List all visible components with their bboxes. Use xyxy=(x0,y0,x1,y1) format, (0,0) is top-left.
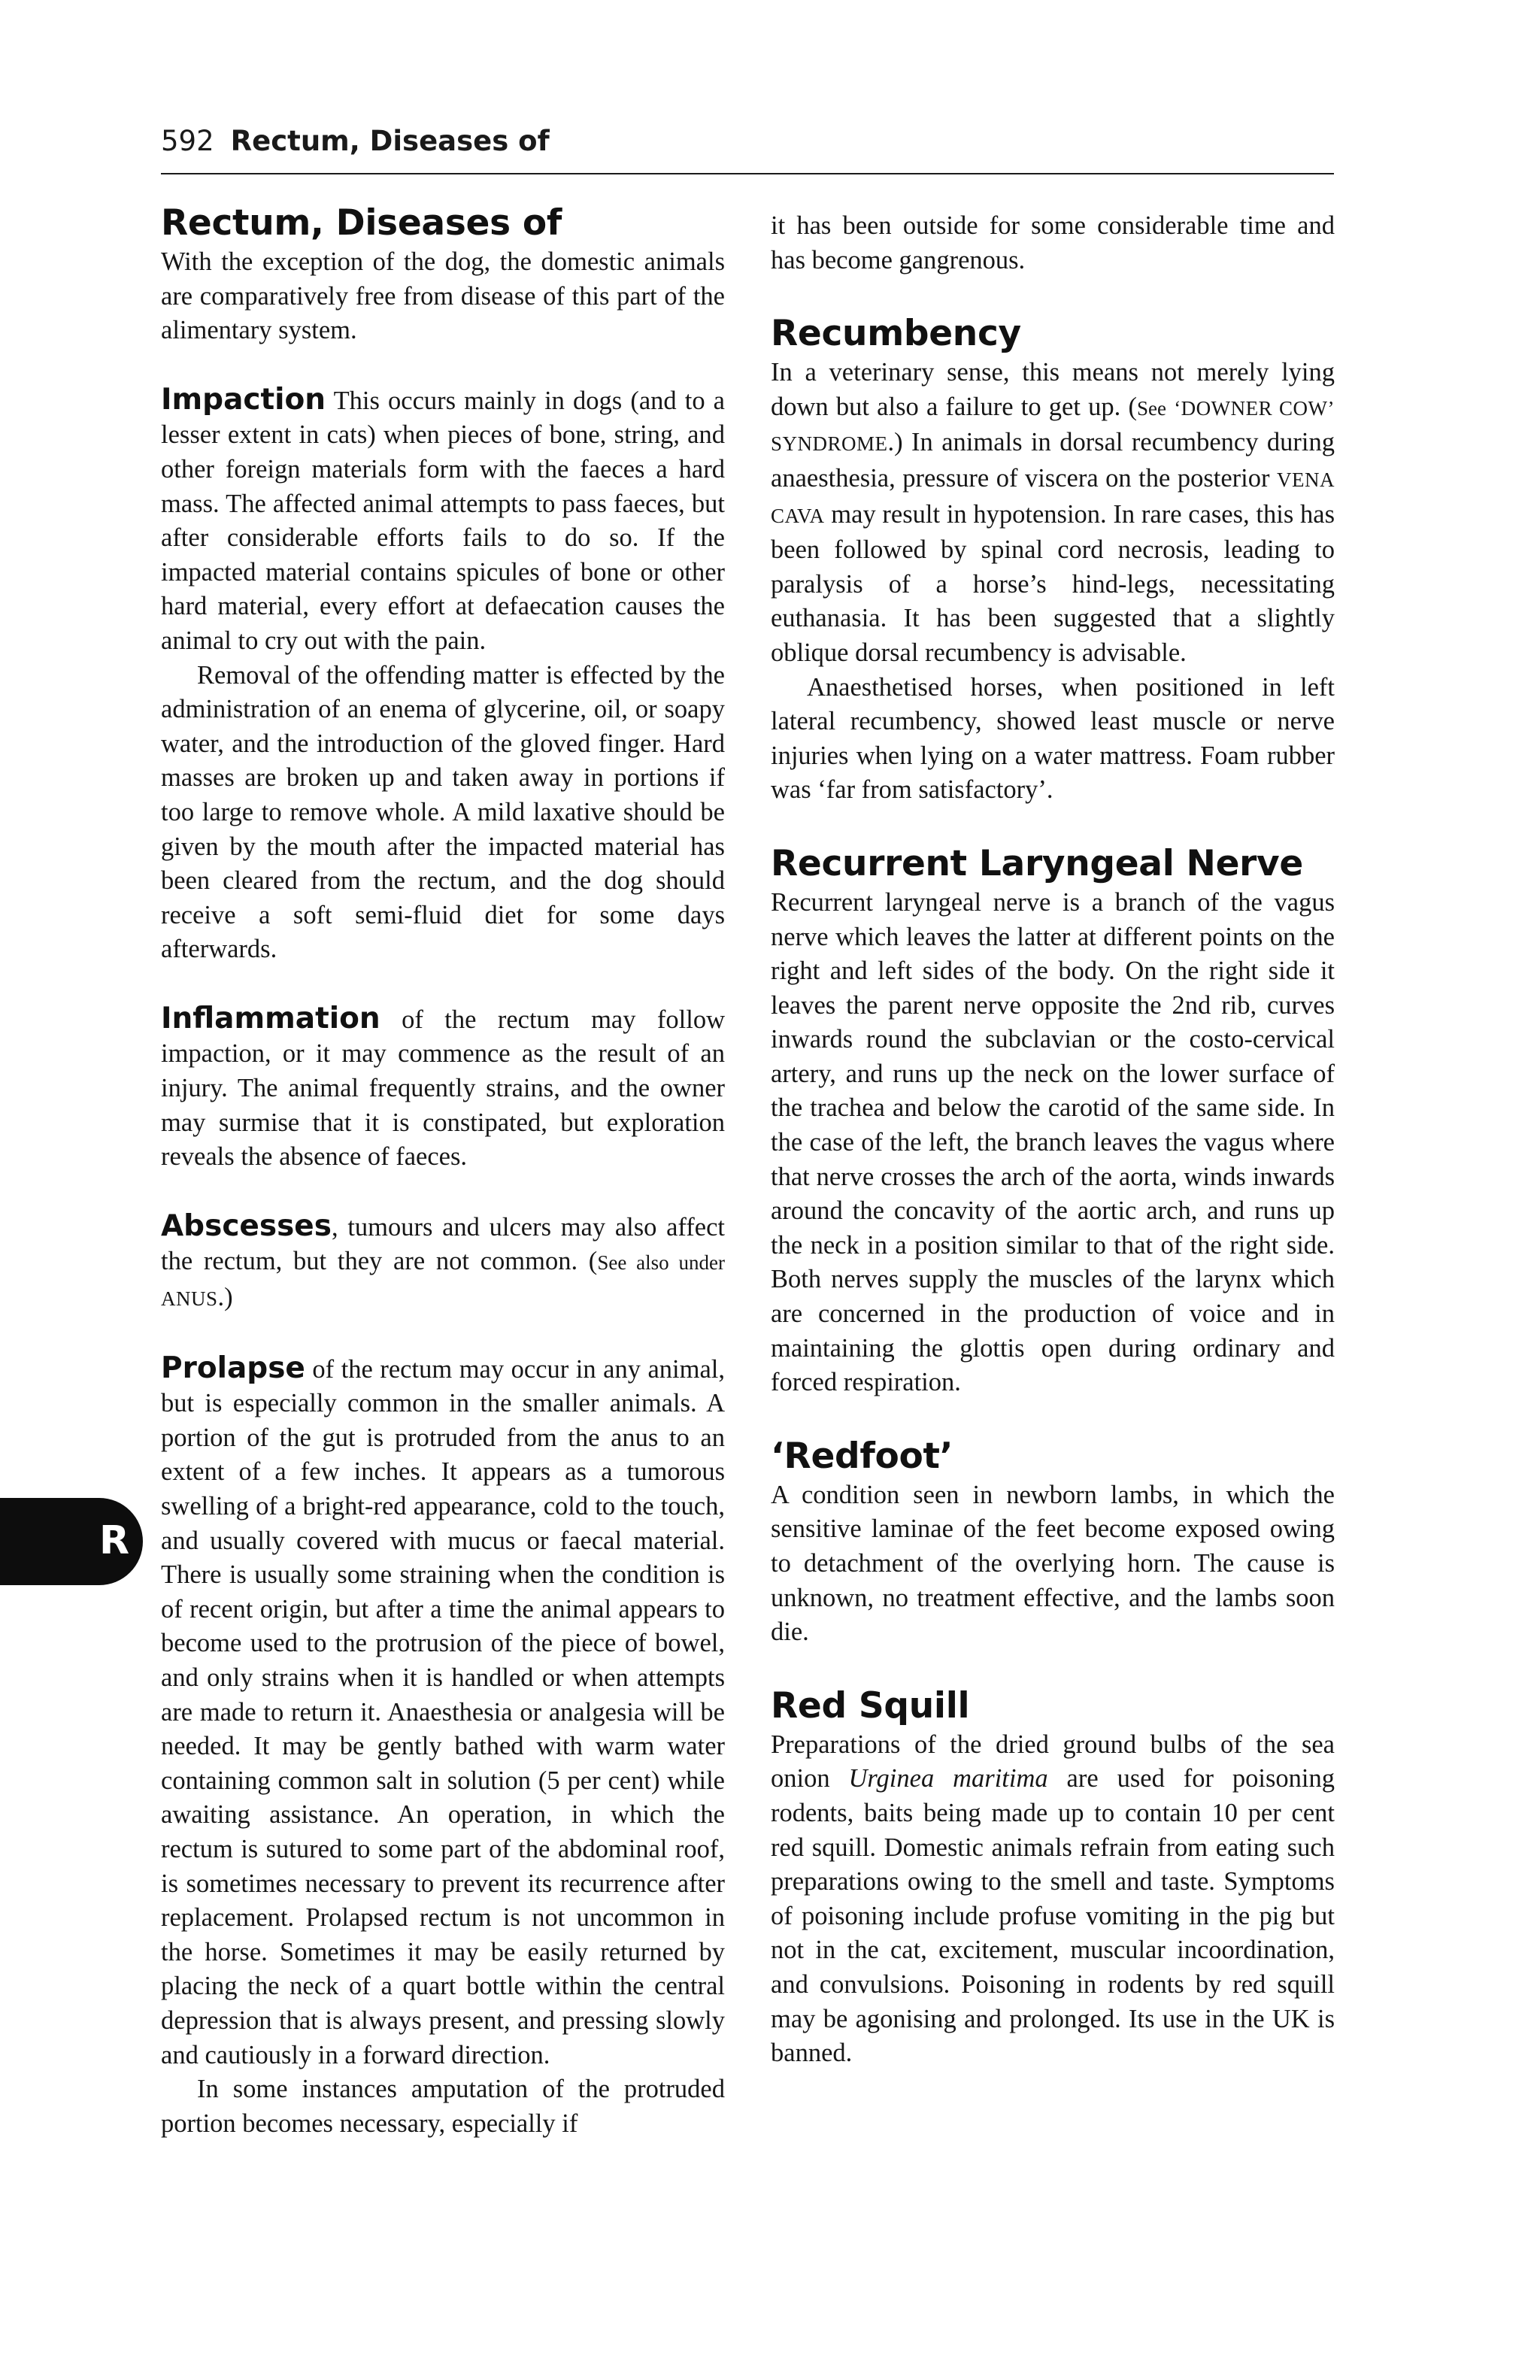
paragraph xyxy=(161,1351,725,2072)
paragraph xyxy=(771,1728,1335,2071)
left-column xyxy=(161,202,725,2141)
entry-recumbency xyxy=(771,312,1335,808)
entry-red-squill xyxy=(771,1684,1335,2071)
section-thumb-tab xyxy=(0,1498,143,1585)
paragraph-text: of the rectum may occur in any animal, but is especially common in the smaller animals. A portion of the gut is protruded from the anus to an extent of a few inches. It appears as a tumorous swelling of a bright-red appearance, cold to the touch, and usually covered with mucus or faecal material. There is usually some straining when the condition is of recent origin, but after a time the animal appears to become used to the protrusion of the piece of bowel, and only strains when it is handled or when attempts are made to return it. Anaesthesia or analgesia will be needed. It may be gently bathed with warm water containing common salt in solution (5 per cent) while awaiting assistance. An operation, in which the rectum is sutured to some part of the abdominal roof, is sometimes necessary to prevent its recurrence after replacement. Prolapsed rectum is not uncommon in the horse. Sometimes it may be easily returned by placing the neck of a quart bottle within the central depression that is always present, and pressing slowly and cautiously in a forward direction. xyxy=(161,1354,725,2069)
paragraph xyxy=(161,1002,725,1175)
thumb-tab-letter: R xyxy=(99,1518,129,1563)
subentry-inflammation xyxy=(161,1002,725,1175)
entry-rectum-diseases xyxy=(161,202,725,348)
entry-title: Red Squill xyxy=(771,1684,970,1727)
entry-recurrent-laryngeal-nerve xyxy=(771,842,1335,1400)
run-in-heading: Impaction xyxy=(161,382,326,417)
run-in-heading: Prolapse xyxy=(161,1351,305,1385)
entry-title: Recumbency xyxy=(771,313,1021,355)
running-title: Rectum, Diseases of xyxy=(230,125,550,157)
paragraph xyxy=(161,383,725,659)
paragraph-text: .) xyxy=(217,1283,233,1312)
run-in-heading: Inflammation xyxy=(161,1001,380,1035)
paragraph-text: , tumours and ulcers may also affect the rectum, but they are not common. ( xyxy=(161,1212,725,1276)
paragraph: In some instances amputation of the protruded portion becomes necessary, especially if xyxy=(161,2075,725,2138)
paragraph-text: are used for poisoning rodents, baits being made up to contain 10 per cent red squill. Domestic animals refrain from eating such preparations owing to the smell and taste. Symptoms of poisoning include profuse vomiting in the pig but not in the cat, excitement, muscular incoordination, and convulsions. Poisoning in rodents by red squill may be agonising and prolonged. Its use in the UK is banned. xyxy=(771,1764,1335,2068)
run-in-heading: Abscesses xyxy=(161,1208,332,1243)
subentry-prolapse xyxy=(161,1351,725,2142)
cross-reference-anus: ANUS xyxy=(161,1287,218,1311)
paragraph: Anaesthetised horses, when positioned in left lateral recumbency, showed least muscle or nerve injuries when lying on a water mattress. Foam rubber was ‘far from satisfactory’. xyxy=(771,672,1335,805)
paragraph-text: Preparations of the dried ground bulbs of the sea onion xyxy=(771,1730,1335,1793)
paragraph: A condition seen in newborn lambs, in which the sensitive laminae of the feet become exposed owing to detachment of the overlying horn. The cause is unknown, no treatment effective, and the lambs soon die. xyxy=(771,1480,1335,1647)
running-head xyxy=(161,125,550,157)
paragraph: Recurrent laryngeal nerve is a branch of the vagus nerve which leaves the latter at different points on the right and left sides of the body. On the right side it leaves the parent nerve opposite the 2nd rib, curves inwards round the subclavian or the costo-cervical artery, and runs up the neck on the lower surface of the trachea and below the carotid of the same side. In the case of the left, the branch leaves the vagus where that nerve crosses the arch of the aorta, winds inwards around the concavity of the aortic arch, and runs up the neck in a position similar to that of the right side. Both nerves supply the muscles of the larynx which are concerned in the production of voice and in maintaining the glottis open during ordinary and forced respiration. xyxy=(771,887,1335,1397)
page-number: 592 xyxy=(161,125,214,157)
paragraph-text: .) In animals in dorsal recumbency during anaesthesia, pressure of viscera on the posterior xyxy=(771,428,1335,493)
species-name: Urginea maritima xyxy=(848,1764,1048,1793)
paragraph: Removal of the offending matter is effected by the administration of an enema of glycerine, oil, or soapy water, and the introduction of the gloved finger. Hard masses are broken up and taken away in portions if too large to remove whole. A mild laxative should be given by the mouth after the impacted material has been cleared from the rectum, and the dog should receive a soft semi-fluid diet for some days afterwards. xyxy=(161,660,725,964)
paragraph-text: may result in hypotension. In rare cases, this has been followed by spinal cord necrosis, leading to paralysis of a horse’s hind-legs, necessitating euthanasia. It has been suggested that a slightly oblique dorsal recumbency is advisable. xyxy=(771,499,1335,667)
header-rule xyxy=(161,173,1334,174)
see-also-label: See also under xyxy=(597,1251,726,1275)
entry-intro: With the exception of the dog, the domestic animals are comparatively free from disease of this part of the alimentary system. xyxy=(161,247,725,345)
cross-reference-downer-cow: ‘DOWNER COW’ SYNDROME xyxy=(771,396,1335,456)
paragraph-text: In a veterinary sense, this means not merely lying down but also a failure to get up. ( xyxy=(771,358,1335,421)
entry-title: Recurrent Laryngeal Nerve xyxy=(771,842,1303,884)
paragraph-text: of the rectum may follow impaction, or it may commence as the result of an injury. The animal frequently strains, and the owner may surmise that it is constipated, but exploration reveals the absence of faeces. xyxy=(161,1005,725,1172)
paragraph xyxy=(161,1209,725,1317)
entry-title: ‘Redfoot’ xyxy=(771,1435,953,1477)
paragraph-text: This occurs mainly in dogs (and to a lesser extent in cats) when pieces of bone, string, and other foreign materials form with the faeces a hard mass. The affected animal attempts to pass faeces, but after considerable efforts fails to do so. If the impacted material contains spicules of bone or other hard material, every effort at defaecation causes the animal to cry out with the pain. xyxy=(161,386,725,655)
right-column xyxy=(771,209,1335,2071)
paragraph xyxy=(771,356,1335,670)
continued-paragraph: it has been outside for some considerable time and has become gangrenous. xyxy=(771,211,1335,274)
entry-redfoot xyxy=(771,1435,1335,1650)
entry-title: Rectum, Diseases of xyxy=(161,202,562,244)
subentry-impaction xyxy=(161,383,725,967)
cross-reference-vena-cava: VENA CAVA xyxy=(771,468,1335,527)
see-label: See xyxy=(1136,396,1166,420)
subentry-abscesses xyxy=(161,1209,725,1317)
